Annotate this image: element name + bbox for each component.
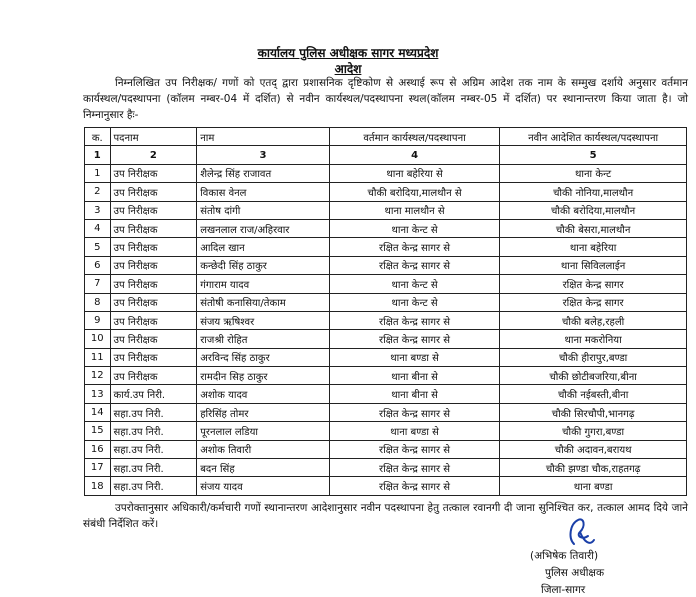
row-serial: 16 <box>85 440 111 458</box>
row-new-posting: रक्षित केन्द्र सागर <box>500 293 687 311</box>
table-row <box>85 311 687 329</box>
table-row <box>85 440 687 458</box>
row-current-posting: रक्षित केन्द्र सागर से <box>329 238 499 256</box>
row-current-posting: रक्षित केन्द्र सागर से <box>329 330 499 348</box>
header-designation: पदनाम <box>110 128 197 146</box>
column-number: 3 <box>197 146 330 164</box>
row-serial: 1 <box>85 164 111 182</box>
row-serial: 6 <box>85 256 111 274</box>
row-name: रामदीन सिह ठाकुर <box>197 367 330 385</box>
signatory-place: जिला-सागर <box>541 584 586 596</box>
table-row <box>85 477 687 495</box>
signature-scribble <box>560 514 600 550</box>
header-new-posting: नवीन आदेशित कार्यस्थल/पदस्थापना <box>500 128 687 146</box>
row-new-posting: चौकी बलेह,रहली <box>500 311 687 329</box>
row-current-posting: थाना मालथौन से <box>329 201 499 219</box>
signatory-name: (अभिषेक तिवारी) <box>530 550 599 562</box>
row-new-posting: थाना बण्डा <box>500 477 687 495</box>
row-designation: सहा.उप निरी. <box>110 422 197 440</box>
row-current-posting: थाना बहेरिया से <box>329 164 499 182</box>
row-name: आदिल खान <box>197 238 330 256</box>
row-name: लखनलाल राज/अहिरवार <box>197 219 330 237</box>
row-current-posting: रक्षित केन्द्र सागर से <box>329 403 499 421</box>
row-serial: 5 <box>85 238 111 256</box>
row-serial: 11 <box>85 348 111 366</box>
row-new-posting: चौकी गुगरा,बण्डा <box>500 422 687 440</box>
row-name: शैलेन्द्र सिंह राजावत <box>197 164 330 182</box>
row-name: गंगाराम यादव <box>197 275 330 293</box>
row-new-posting: थाना बहेरिया <box>500 238 687 256</box>
row-designation: उप निरीक्षक <box>110 311 197 329</box>
row-serial: 15 <box>85 422 111 440</box>
row-designation: उप निरीक्षक <box>110 293 197 311</box>
row-serial: 13 <box>85 385 111 403</box>
row-designation: सहा.उप निरी. <box>110 403 197 421</box>
row-name: संजय यादव <box>197 477 330 495</box>
column-number: 1 <box>85 146 111 164</box>
table-row <box>85 367 687 385</box>
table-row <box>85 403 687 421</box>
signatory-designation: पुलिस अधीक्षक <box>545 567 605 579</box>
row-designation: उप निरीक्षक <box>110 238 197 256</box>
header-current-posting: वर्तमान कार्यस्थल/पदस्थापना <box>329 128 499 146</box>
row-designation: उप निरीक्षक <box>110 275 197 293</box>
row-designation: सहा.उप निरी. <box>110 440 197 458</box>
row-serial: 2 <box>85 183 111 201</box>
table-row <box>85 422 687 440</box>
table-row <box>85 256 687 274</box>
row-serial: 7 <box>85 275 111 293</box>
row-new-posting: चौकी छोटीबजरिया,बीना <box>500 367 687 385</box>
row-name: विकास वेनल <box>197 183 330 201</box>
row-designation: उप निरीक्षक <box>110 183 197 201</box>
table-row <box>85 459 687 477</box>
row-serial: 9 <box>85 311 111 329</box>
intro-paragraph <box>83 75 688 123</box>
row-current-posting: रक्षित केन्द्र सागर से <box>329 256 499 274</box>
row-designation: उप निरीक्षक <box>110 348 197 366</box>
row-new-posting: थाना मकरोनिया <box>500 330 687 348</box>
table-row <box>85 348 687 366</box>
row-designation: उप निरीक्षक <box>110 201 197 219</box>
table-row <box>85 219 687 237</box>
transfer-table <box>84 127 687 496</box>
row-serial: 14 <box>85 403 111 421</box>
row-name: हरिसिंह तोमर <box>197 403 330 421</box>
row-current-posting: थाना बण्डा से <box>329 348 499 366</box>
outro-text: उपरोक्तानुसार अधिकारी/कर्मचारी गणों स्थानान्तरण आदेशानुसार नवीन पदस्थापना हेतु तत्काल रवानगी दी जाना सुनिश्चित कर, तत्काल आमद दिये जाने संबंधी निर्देशित करें। <box>83 502 688 530</box>
table-body <box>85 164 687 495</box>
row-name: राजश्री रोहित <box>197 330 330 348</box>
intro-text: निम्नलिखित उप निरीक्षक/ गणों को एतद् द्वारा प्रशासनिक दृष्टिकोण से अस्थाई रूप से अग्रिम आदेश तक नाम के सम्मुख दर्शाये अनुसार वर्तमान कार्यस्थल/पदस्थापना (कॉलम नम्बर-04 में दर्शित) से नवीन कार्यस्थल/पदस्थापना स्थल(कॉलम नम्बर-05 में दर्शित) पर स्थानान्तरण किया जाता है। जो निम्नानुसार हैः- <box>83 77 688 121</box>
page-title: कार्यालय पुलिस अधीक्षक सागर मध्यप्रदेश <box>257 46 439 60</box>
row-name: संजय ऋषिश्वर <box>197 311 330 329</box>
row-current-posting: थाना केन्ट से <box>329 275 499 293</box>
row-new-posting: चौकी नईबस्ती,बीना <box>500 385 687 403</box>
header-name: नाम <box>197 128 330 146</box>
row-name: अशोक तिवारी <box>197 440 330 458</box>
table-row <box>85 275 687 293</box>
row-new-posting: चौकी झण्डा चौक,राहतगढ़ <box>500 459 687 477</box>
row-new-posting: चौकी हीरापुर,बण्डा <box>500 348 687 366</box>
row-current-posting: थाना केन्ट से <box>329 293 499 311</box>
row-name: बदन सिंह <box>197 459 330 477</box>
row-current-posting: थाना केन्ट से <box>329 219 499 237</box>
row-serial: 18 <box>85 477 111 495</box>
row-current-posting: रक्षित केन्द्र सागर से <box>329 459 499 477</box>
row-new-posting: चौकी अदावन,बरायथ <box>500 440 687 458</box>
row-name: संतोष दांगी <box>197 201 330 219</box>
row-name: अरविन्द सिंह ठाकुर <box>197 348 330 366</box>
row-name: पूरनलाल लडिया <box>197 422 330 440</box>
column-number: 4 <box>329 146 499 164</box>
row-new-posting: चौकी सिरचौपी,भानगढ़ <box>500 403 687 421</box>
table-row <box>85 183 687 201</box>
row-designation: कार्य.उप निरी. <box>110 385 197 403</box>
row-serial: 10 <box>85 330 111 348</box>
row-new-posting: चौकी बरोदिया,मालथौन <box>500 201 687 219</box>
row-current-posting: चौकी बरोदिया,मालथौन से <box>329 183 499 201</box>
table-row <box>85 330 687 348</box>
row-name: कन्छेदी सिंह ठाकुर <box>197 256 330 274</box>
row-serial: 8 <box>85 293 111 311</box>
row-designation: उप निरीक्षक <box>110 367 197 385</box>
table-header-row <box>85 128 687 146</box>
row-serial: 12 <box>85 367 111 385</box>
row-designation: उप निरीक्षक <box>110 164 197 182</box>
header-serial: क. <box>85 128 111 146</box>
row-new-posting: चौकी बेसरा,मालथौन <box>500 219 687 237</box>
row-serial: 4 <box>85 219 111 237</box>
table-row <box>85 201 687 219</box>
row-current-posting: रक्षित केन्द्र सागर से <box>329 477 499 495</box>
row-name: संतोषी कनासिया/तेकाम <box>197 293 330 311</box>
table-row <box>85 238 687 256</box>
row-serial: 17 <box>85 459 111 477</box>
column-number-row <box>85 146 687 164</box>
table-row <box>85 164 687 182</box>
row-designation: सहा.उप निरी. <box>110 459 197 477</box>
order-heading: आदेश <box>334 62 362 76</box>
row-current-posting: थाना बीना से <box>329 367 499 385</box>
table-row <box>85 293 687 311</box>
row-current-posting: रक्षित केन्द्र सागर से <box>329 311 499 329</box>
table-row <box>85 385 687 403</box>
row-new-posting: चौकी नोनिया,मालथौन <box>500 183 687 201</box>
row-current-posting: थाना बीना से <box>329 385 499 403</box>
row-name: अशोक यादव <box>197 385 330 403</box>
row-designation: उप निरीक्षक <box>110 330 197 348</box>
row-designation: उप निरीक्षक <box>110 219 197 237</box>
row-new-posting: थाना केन्ट <box>500 164 687 182</box>
column-number: 5 <box>500 146 687 164</box>
column-number: 2 <box>110 146 197 164</box>
row-designation: सहा.उप निरी. <box>110 477 197 495</box>
row-current-posting: थाना बण्डा से <box>329 422 499 440</box>
row-serial: 3 <box>85 201 111 219</box>
row-current-posting: रक्षित केन्द्र सागर से <box>329 440 499 458</box>
row-new-posting: रक्षित केन्द्र सागर <box>500 275 687 293</box>
row-designation: उप निरीक्षक <box>110 256 197 274</box>
row-new-posting: थाना सिविललाईन <box>500 256 687 274</box>
